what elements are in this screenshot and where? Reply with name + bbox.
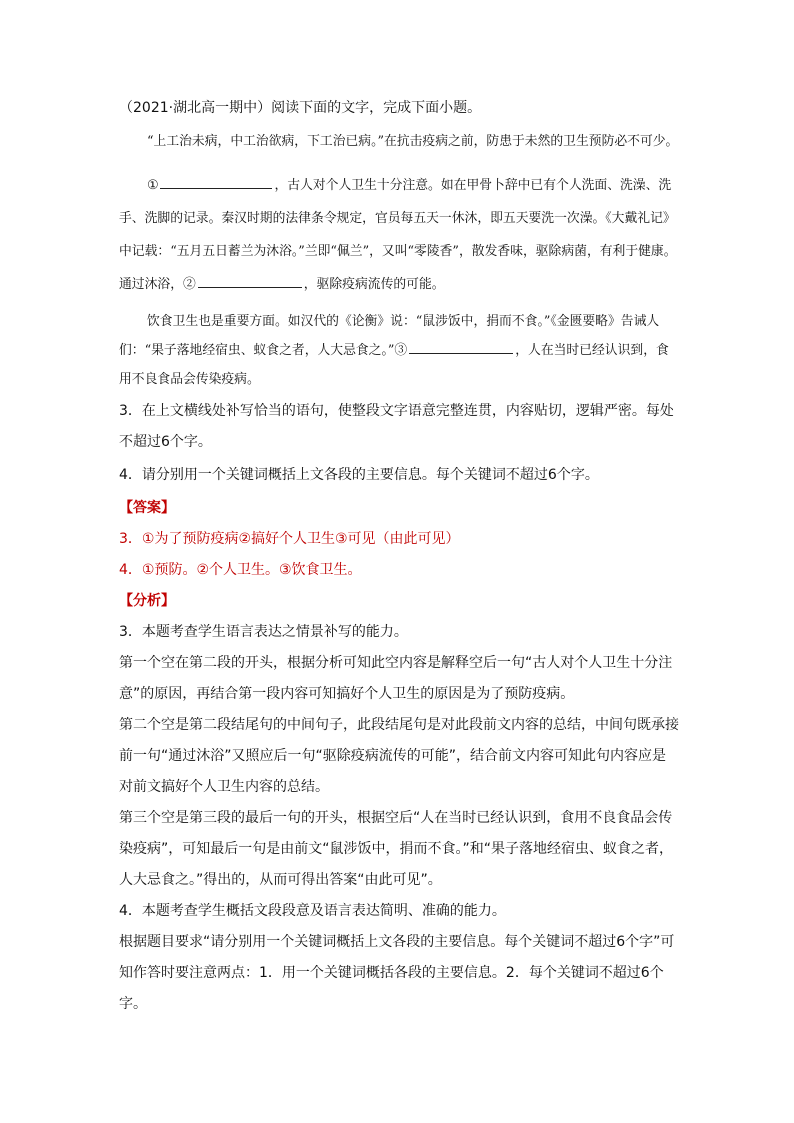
document-content bbox=[119, 98, 679, 1020]
fill-blank-3[interactable] bbox=[409, 339, 513, 354]
passage-p3-text-2: ，人在当时已经认识到，食用不良食品会传染疫病。 bbox=[119, 343, 669, 387]
blank-marker-2: ② bbox=[182, 277, 196, 292]
passage-p2-text-1: ，古人对个人卫生十分注意。如在甲骨卜辞中已有个人洗面、洗澡、洗手、洗脚的记录。秦汉时期的法律条令规定，官员每五天一休沐，即五天要洗一次澡。《大戴礼记》中记载：“五月五日蓄兰为沐浴。”兰即“佩兰”，又叫“零陵香”，散发香味，驱除病菌，有利于健康。通过沐浴， bbox=[119, 178, 677, 292]
fill-blank-1[interactable] bbox=[160, 174, 272, 189]
fill-blank-2[interactable] bbox=[198, 273, 302, 288]
blank-marker-1: ① bbox=[147, 178, 159, 193]
passage-paragraph-1: “上工治未病，中工治欲病，下工治已病。”在抗击疫病之前，防患于未然的卫生预防必不可少。 bbox=[147, 134, 679, 149]
analysis-sentence-4: 第三个空是第三段的最后一句的开头，根据空后“人在当时已经认识到，食用不良食品会传染疫病”，可知最后一句是由前文“鼠涉饭中，捐而不食。”和“果子落地经宿虫、蚁食之者，人大忌食之。”得出的，从而可得出答案“由此可见”。 bbox=[119, 810, 674, 888]
analysis-label: 【分析】 bbox=[119, 593, 175, 609]
blank-marker-3: ③ bbox=[394, 343, 408, 358]
analysis-sentence-5: 4．本题考查学生概括文段段意及语言表达简明、准确的能力。 bbox=[119, 903, 506, 919]
instruction-text: 阅读下面的文字，完成下面小题。 bbox=[271, 100, 482, 116]
passage-p3-text-1: 饮食卫生也是重要方面。如汉代的《论衡》说：“鼠涉饭中，捐而不食。”《金匮要略》告诫人们：“果子落地经宿虫、蚁食之者，人大忌食之。” bbox=[119, 314, 660, 358]
answer-4: 4．①预防。②个人卫生。③饮食卫生。 bbox=[119, 562, 362, 578]
passage-p2-text-2: ，驱除疫病流传的可能。 bbox=[303, 277, 445, 292]
source-tag: （2021·湖北高一期中） bbox=[119, 100, 272, 116]
analysis-sentence-1: 3．本题考查学生语言表达之情景补写的能力。 bbox=[119, 624, 408, 640]
question-3: 3．在上文横线处补写恰当的语句，使整段文字语意完整连贯，内容贴切，逻辑严密。每处不超过6个字。 bbox=[119, 403, 674, 450]
question-4: 4．请分别用一个关键词概括上文各段的主要信息。每个关键词不超过6个字。 bbox=[119, 467, 599, 483]
analysis-sentence-3: 第二个空是第二段结尾句的中间句子，此段结尾句是对此段前文内容的总结，中间句既承接前一句“通过沐浴”又照应后一句“驱除疫病流传的可能”，结合前文内容可知此句内容应是对前文搞好个人卫生内容的总结。 bbox=[119, 717, 679, 795]
answer-label: 【答案】 bbox=[119, 500, 175, 516]
passage-paragraph-3 bbox=[119, 307, 679, 394]
analysis-sentence-6: 根据题目要求“请分别用一个关键词概括上文各段的主要信息。每个关键词不超过6个字”可知作答时要注意两点：1．用一个关键词概括各段的主要信息。2．每个关键词不超过6个字。 bbox=[119, 934, 675, 1012]
question-header bbox=[119, 98, 679, 118]
analysis-sentence-2: 第一个空在第二段的开头，根据分析可知此空内容是解释空后一句“古人对个人卫生十分注意”的原因，再结合第一段内容可知搞好个人卫生的原因是为了预防疫病。 bbox=[119, 655, 673, 702]
passage-paragraph-2 bbox=[119, 169, 679, 301]
answer-3: 3．①为了预防疫病②搞好个人卫生③可见（由此可见） bbox=[119, 531, 460, 547]
